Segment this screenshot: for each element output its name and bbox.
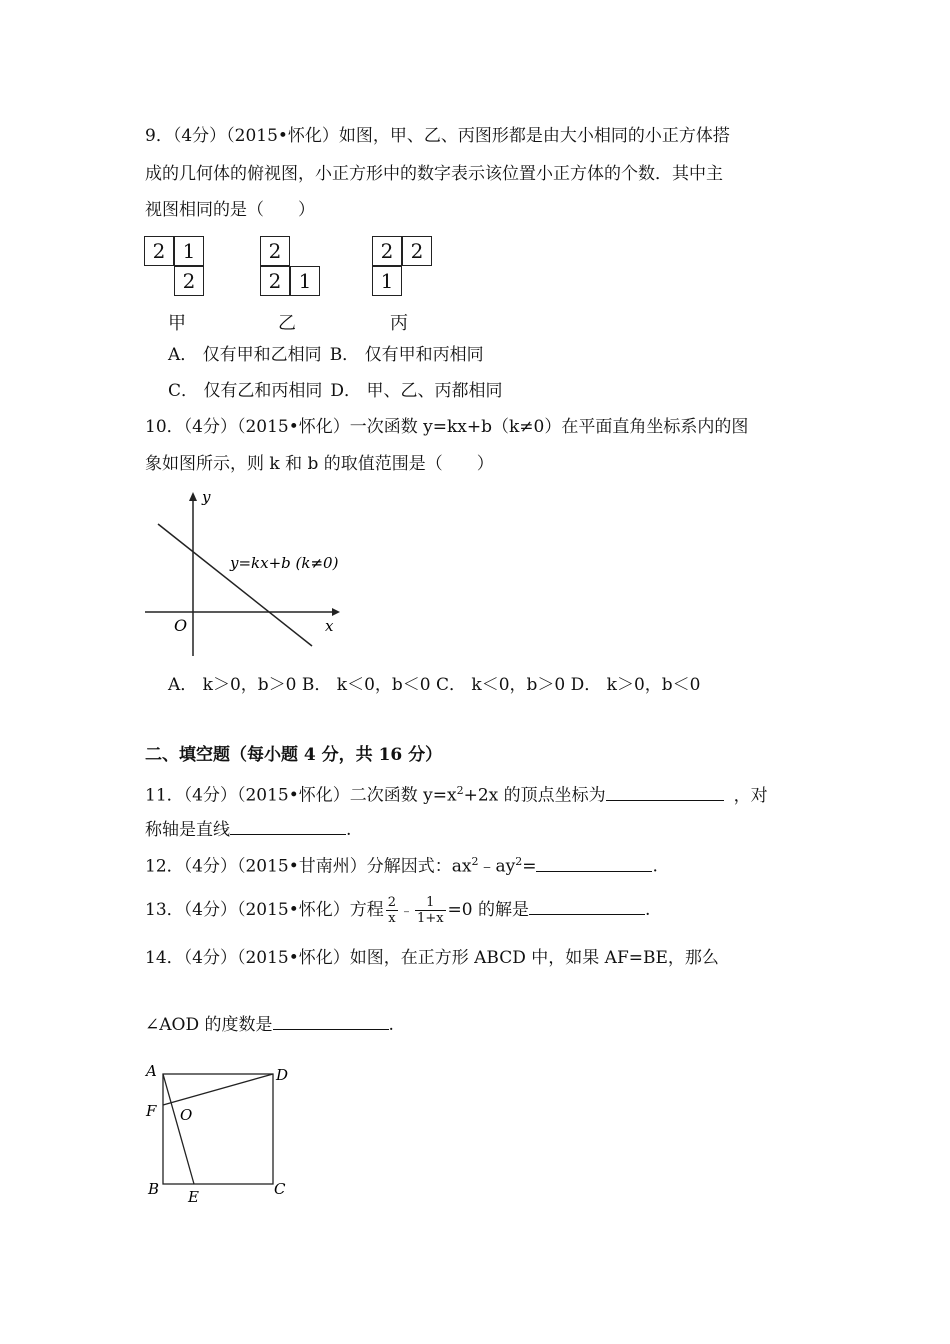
q13-minus: ﹣ bbox=[400, 904, 414, 919]
grid-cell: 1 bbox=[290, 266, 320, 296]
q13-after: =0 的解是 bbox=[447, 900, 530, 920]
q12-sup1: 2 bbox=[471, 855, 479, 868]
q14-line2-text: ∠AOD 的度数是 bbox=[145, 1015, 273, 1035]
point-label-c: C bbox=[274, 1180, 286, 1198]
grid-cell: 2 bbox=[372, 236, 402, 266]
q12-sup2: 2 bbox=[515, 855, 523, 868]
q13-prefix: 13．（4分）（2015•怀化）方程 bbox=[145, 900, 384, 920]
grid-cell: 2 bbox=[144, 236, 174, 266]
segment-fd bbox=[163, 1074, 273, 1105]
q10-options: A． k＞0，b＞0 B． k＜0，b＜0 C． k＜0，b＞0 D． k＞0，b＜0 bbox=[168, 675, 701, 695]
q10-line2: 象如图所示，则 k 和 b 的取值范围是（ ） bbox=[145, 454, 494, 474]
q11-sup: 2 bbox=[456, 784, 464, 797]
q9-line1: 9．（4分）（2015•怀化）如图，甲、乙、丙图形都是由大小相同的小正方体搭 bbox=[145, 126, 730, 146]
square-abcd bbox=[163, 1074, 273, 1184]
q13-end: . bbox=[645, 900, 651, 920]
grid-cell: 2 bbox=[174, 266, 204, 296]
q13-fraction-2 bbox=[415, 895, 446, 926]
y-axis-arrow bbox=[189, 492, 197, 501]
fraction-denominator: x bbox=[388, 911, 396, 926]
q14-line2 bbox=[145, 1012, 394, 1036]
point-label-d: D bbox=[276, 1066, 289, 1084]
q11-end: . bbox=[346, 820, 352, 840]
segment-ae bbox=[163, 1074, 194, 1184]
q14-line1: 14．（4分）（2015•怀化）如图，在正方形 ABCD 中，如果 AF=BE，那么 bbox=[145, 948, 719, 968]
q11-prefix: 11．（4分）（2015•怀化）二次函数 y=x bbox=[145, 785, 457, 806]
q11-line2 bbox=[145, 817, 351, 841]
answer-blank[interactable] bbox=[230, 817, 346, 835]
q9-line3: 视图相同的是（ ） bbox=[145, 200, 315, 220]
q12-eq: = bbox=[522, 856, 537, 877]
q10-graph bbox=[140, 488, 360, 660]
function-label: y=kx+b (k≠0) bbox=[230, 554, 339, 572]
answer-blank[interactable] bbox=[536, 854, 652, 872]
figure-label: 甲 bbox=[168, 313, 186, 334]
q10-line1: 10．（4分）（2015•怀化）一次函数 y=kx+b（k≠0）在平面直角坐标系内的图 bbox=[145, 417, 749, 437]
q9-option-d: D． 甲、乙、丙都相同 bbox=[330, 381, 503, 401]
grid-cell: 2 bbox=[260, 266, 290, 296]
q12-prefix: 12．（4分）（2015•甘南州）分解因式：ax bbox=[145, 856, 472, 877]
q11-line2-text: 称轴是直线 bbox=[145, 820, 230, 840]
section2-title: 二、填空题（每小题 4 分，共 16 分） bbox=[145, 745, 443, 765]
figure-label: 乙 bbox=[278, 313, 296, 334]
figure-label: 丙 bbox=[390, 313, 408, 334]
q11-after: ，对 bbox=[733, 785, 768, 806]
q11-mid: +2x 的顶点坐标为 bbox=[463, 785, 606, 806]
point-label-e: E bbox=[188, 1188, 199, 1206]
answer-blank[interactable] bbox=[529, 897, 645, 915]
q9-option-c: C． 仅有乙和丙相同 bbox=[168, 381, 323, 401]
fraction-denominator: 1+x bbox=[417, 911, 444, 926]
point-label-o: O bbox=[180, 1106, 193, 1124]
q13-fraction-1 bbox=[386, 895, 398, 926]
point-label-f: F bbox=[146, 1102, 157, 1120]
q13-line bbox=[145, 892, 650, 930]
y-axis-label: y bbox=[202, 488, 211, 506]
point-label-a: A bbox=[146, 1062, 157, 1080]
grid-cell: 2 bbox=[402, 236, 432, 266]
q12-line bbox=[145, 851, 658, 878]
fraction-numerator: 2 bbox=[387, 895, 397, 910]
q9-option-b: B． 仅有甲和丙相同 bbox=[329, 345, 484, 365]
grid-cell: 2 bbox=[260, 236, 290, 266]
q14-end: . bbox=[388, 1015, 394, 1035]
fraction-numerator: 1 bbox=[415, 895, 446, 911]
x-axis-arrow bbox=[332, 608, 340, 616]
grid-cell: 1 bbox=[174, 236, 204, 266]
q11-line1 bbox=[145, 780, 768, 807]
q9-options-row2 bbox=[168, 380, 502, 402]
grid-cell: 1 bbox=[372, 266, 402, 296]
q9-line2: 成的几何体的俯视图，小正方形中的数字表示该位置小正方体的个数．其中主 bbox=[145, 164, 723, 184]
q12-end: . bbox=[652, 856, 658, 877]
x-axis-label: x bbox=[325, 617, 334, 635]
point-label-b: B bbox=[148, 1180, 160, 1198]
q14-square-figure bbox=[140, 1060, 310, 1210]
q9-options-row1 bbox=[168, 344, 484, 366]
answer-blank[interactable] bbox=[273, 1012, 389, 1030]
answer-blank[interactable] bbox=[606, 783, 724, 801]
q12-mid: ﹣ay bbox=[478, 856, 516, 877]
origin-label: O bbox=[174, 616, 188, 635]
q9-option-a: A． 仅有甲和乙相同 bbox=[168, 345, 322, 365]
